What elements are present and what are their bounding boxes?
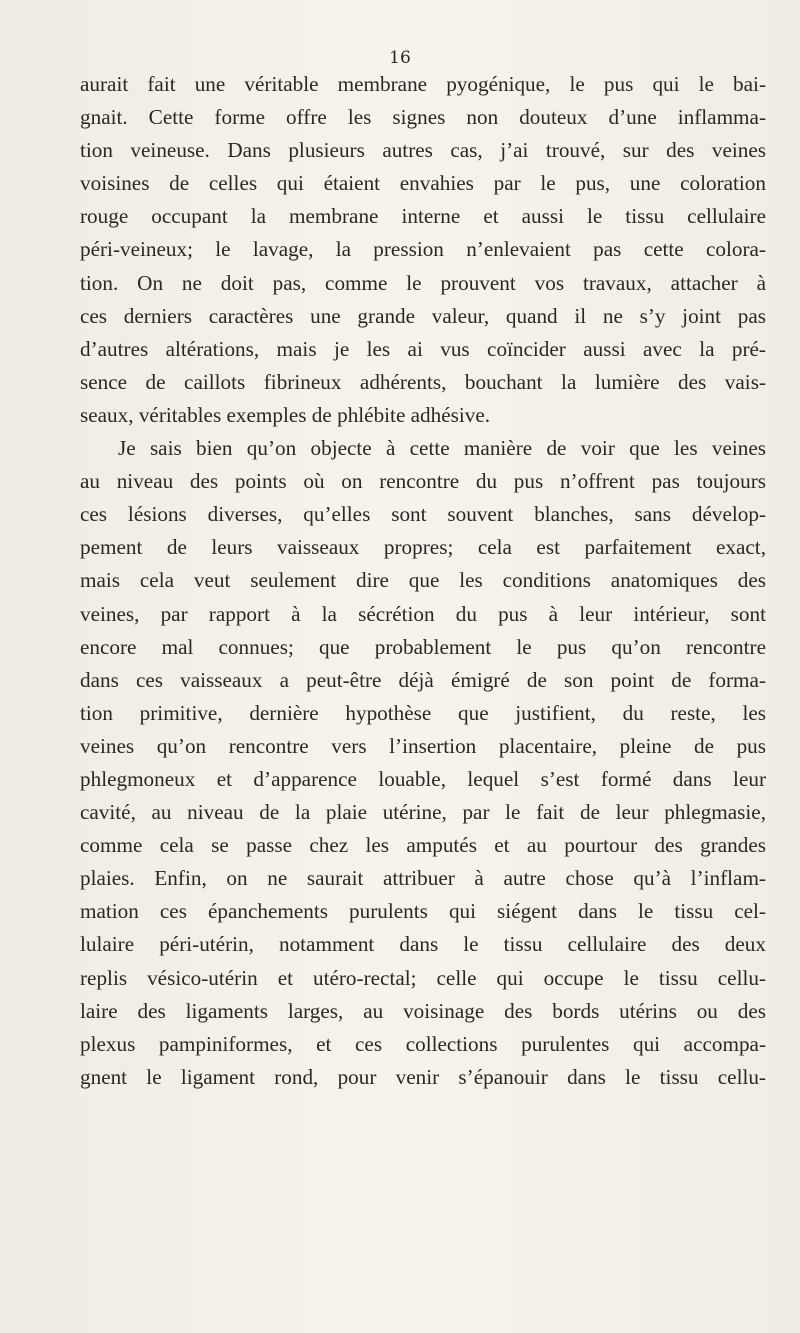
text-line: replis vésico-utérin et utéro-rectal; celle qui occupe le tissu cellu- bbox=[80, 965, 766, 990]
page-number: 16 bbox=[389, 48, 411, 68]
text-line: péri-veineux; le lavage, la pression n’enlevaient pas cette colora- bbox=[80, 237, 766, 262]
text-line: au niveau des points où on rencontre du pus n’offrent pas toujours bbox=[80, 469, 766, 494]
text-line: plaies. Enfin, on ne saurait attribuer à autre chose qu’à l’inflam- bbox=[80, 866, 766, 891]
text-line: d’autres altérations, mais je les ai vus coïncider aussi avec la pré- bbox=[80, 336, 766, 361]
text-line: encore mal connues; que probablement le pus qu’on rencontre bbox=[80, 634, 766, 659]
text-line: mais cela veut seulement dire que les conditions anatomiques des bbox=[80, 568, 766, 593]
text-line: voisines de celles qui étaient envahies par le pus, une coloration bbox=[80, 171, 766, 196]
text-line: ces lésions diverses, qu’elles sont souvent blanches, sans dévelop- bbox=[80, 502, 766, 527]
text-line: gnait. Cette forme offre les signes non douteux d’une inflamma- bbox=[80, 105, 766, 130]
text-line: sence de caillots fibrineux adhérents, bouchant la lumière des vais- bbox=[80, 369, 766, 394]
text-line: dans ces vaisseaux a peut-être déjà émigré de son point de forma- bbox=[80, 667, 766, 692]
text-line: ces derniers caractères une grande valeur, quand il ne s’y joint pas bbox=[80, 303, 766, 328]
text-line: tion. On ne doit pas, comme le prouvent vos travaux, attacher à bbox=[80, 270, 766, 295]
text-line: veines qu’on rencontre vers l’insertion placentaire, pleine de pus bbox=[80, 733, 766, 758]
text-line: pement de leurs vaisseaux propres; cela est parfaitement exact, bbox=[80, 535, 766, 560]
text-line: plexus pampiniformes, et ces collections purulentes qui accompa- bbox=[80, 1031, 766, 1056]
text-line: Je sais bien qu’on objecte à cette manière de voir que les veines bbox=[118, 436, 766, 461]
body-text bbox=[80, 68, 766, 1094]
text-line: gnent le ligament rond, pour venir s’épanouir dans le tissu cellu- bbox=[80, 1064, 766, 1089]
text-line: cavité, au niveau de la plaie utérine, par le fait de leur phlegmasie, bbox=[80, 800, 766, 825]
text-line: veines, par rapport à la sécrétion du pus à leur intérieur, sont bbox=[80, 601, 766, 626]
text-line: tion veineuse. Dans plusieurs autres cas, j’ai trouvé, sur des veines bbox=[80, 138, 766, 163]
text-line: seaux, véritables exemples de phlébite adhésive. bbox=[80, 402, 491, 427]
text-line: laire des ligaments larges, au voisinage des bords utérins ou des bbox=[80, 998, 766, 1023]
text-line: comme cela se passe chez les amputés et au pourtour des grandes bbox=[80, 833, 766, 858]
text-line: mation ces épanchements purulents qui siégent dans le tissu cel- bbox=[80, 899, 766, 924]
text-line: phlegmoneux et d’apparence louable, lequel s’est formé dans leur bbox=[80, 766, 766, 791]
text-line: aurait fait une véritable membrane pyogénique, le pus qui le bai- bbox=[80, 72, 766, 96]
text-line: tion primitive, dernière hypothèse que justifient, du reste, les bbox=[80, 700, 766, 725]
text-line: lulaire péri-utérin, notamment dans le tissu cellulaire des deux bbox=[80, 932, 766, 957]
text-line: rouge occupant la membrane interne et aussi le tissu cellulaire bbox=[80, 204, 766, 229]
